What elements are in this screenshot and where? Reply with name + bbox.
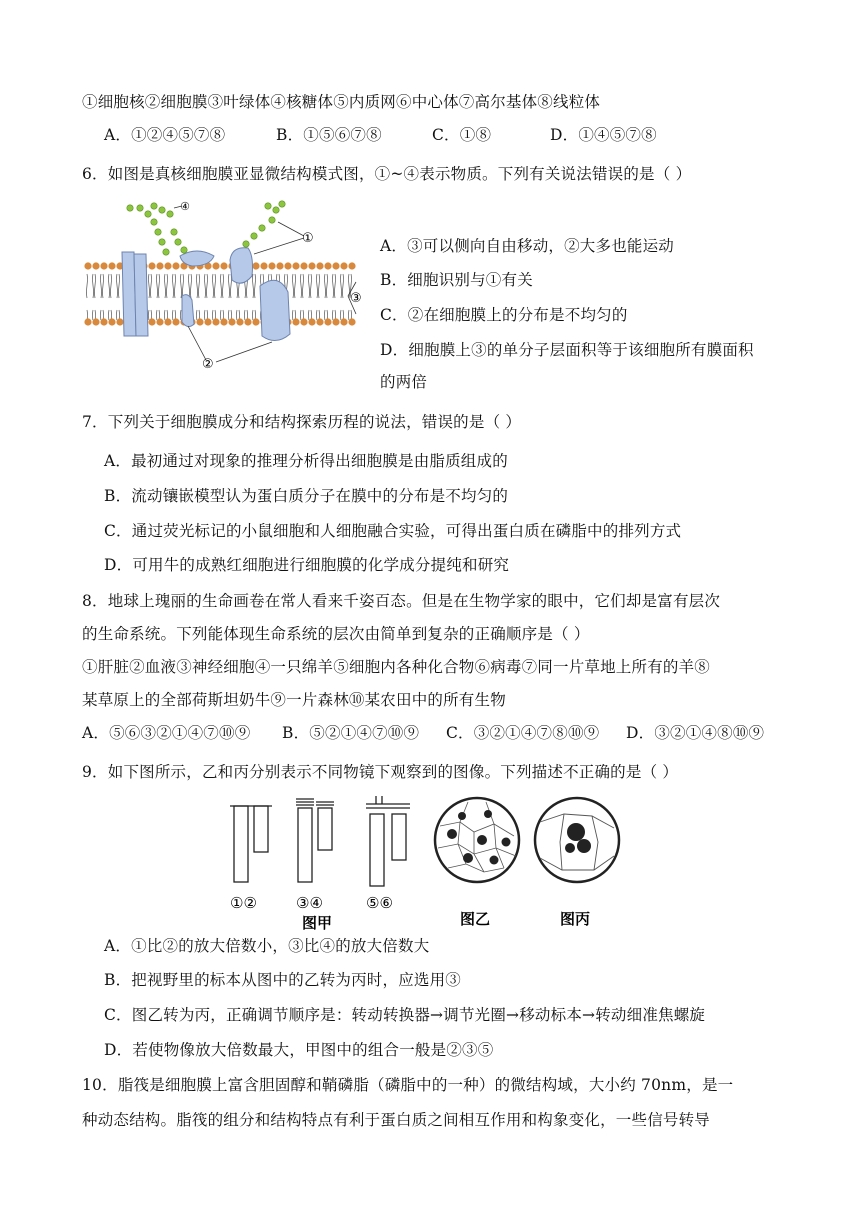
q6-stem: 6．如图是真核细胞膜亚显微结构模式图，①~④表示物质。下列有关说法错误的是（ ） bbox=[82, 165, 692, 183]
label-2: ② bbox=[202, 357, 214, 372]
lipid-head bbox=[284, 262, 291, 269]
q8-option-b[interactable]: B．⑤②①④⑦⑩⑨ bbox=[282, 724, 420, 742]
lipid-head bbox=[156, 262, 163, 269]
q10-line-2: 种动态结构。脂筏的组分和结构特点有利于蛋白质之间相互作用和构象变化，一些信号转导 bbox=[82, 1111, 711, 1129]
lipid-head bbox=[164, 318, 171, 325]
lipid-head bbox=[212, 262, 219, 269]
membrane-diagram bbox=[82, 196, 372, 376]
lipid-head bbox=[316, 262, 323, 269]
lens-5 bbox=[370, 814, 384, 886]
q5-items: ①细胞核②细胞膜③叶绿体④核糖体⑤内质网⑥中心体⑦高尔基体⑧线粒体 bbox=[82, 93, 601, 111]
q10-line-1: 10．脂筏是细胞膜上富含胆固醇和鞘磷脂（磷脂中的一种）的微结构域，大小约 70nm，是一 bbox=[82, 1076, 734, 1094]
lipid-head bbox=[220, 318, 227, 325]
lipid-head bbox=[292, 262, 299, 269]
label-pair-1: ①② bbox=[230, 894, 257, 912]
label-bing: 图丙 bbox=[560, 910, 591, 928]
objectives-set-2 bbox=[366, 796, 410, 886]
lipid-head bbox=[340, 262, 347, 269]
label-3: ③ bbox=[350, 291, 362, 306]
lipid-head bbox=[236, 318, 243, 325]
label-jia: 图甲 bbox=[302, 914, 333, 932]
label-yi: 图乙 bbox=[460, 910, 491, 928]
lipid-head bbox=[348, 262, 355, 269]
lipid-head bbox=[84, 318, 91, 325]
view-bing bbox=[535, 798, 619, 882]
q6-option-c[interactable]: C．②在细胞膜上的分布是不均匀的 bbox=[380, 306, 628, 324]
lens-1 bbox=[234, 806, 248, 882]
lipid-head bbox=[252, 318, 259, 325]
inner-protein bbox=[182, 295, 194, 327]
q7-option-d[interactable]: D．可用牛的成熟红细胞进行细胞膜的化学成分提纯和研究 bbox=[104, 556, 510, 574]
lipid-head bbox=[92, 262, 99, 269]
lipid-head bbox=[220, 262, 227, 269]
lipid-head bbox=[100, 318, 107, 325]
lipid-head bbox=[316, 318, 323, 325]
lipid-head bbox=[348, 318, 355, 325]
q5-option-c[interactable]: C．①⑧ bbox=[432, 126, 492, 144]
lipid-head bbox=[84, 262, 91, 269]
lipid-head bbox=[268, 262, 275, 269]
q7-stem: 7．下列关于细胞膜成分和结构探索历程的说法，错误的是（ ） bbox=[82, 413, 522, 431]
lipid-head bbox=[116, 318, 123, 325]
label-pair-3: ⑤⑥ bbox=[366, 894, 393, 912]
lipid-head bbox=[300, 318, 307, 325]
q9-stem: 9．如下图所示，乙和丙分别表示不同物镜下观察到的图像。下列描述不正确的是（ ） bbox=[82, 763, 679, 781]
microscope-figure bbox=[224, 792, 644, 932]
q6-option-d-cont: 的两倍 bbox=[380, 373, 428, 391]
q6-option-d[interactable]: D．细胞膜上③的单分子层面积等于该细胞所有膜面积 bbox=[380, 341, 754, 359]
lipid-head bbox=[260, 262, 267, 269]
lipid-head bbox=[308, 318, 315, 325]
lipid-head bbox=[252, 262, 259, 269]
lens-2 bbox=[254, 806, 268, 852]
q8-option-c[interactable]: C．③②①④⑦⑧⑩⑨ bbox=[446, 724, 600, 742]
lipid-head bbox=[340, 318, 347, 325]
lipid-head bbox=[172, 318, 179, 325]
lipid-head bbox=[332, 262, 339, 269]
label-pair-2: ③④ bbox=[296, 894, 323, 912]
q8-option-d[interactable]: D．③②①④⑧⑩⑨ bbox=[626, 724, 765, 742]
lipid-head bbox=[164, 262, 171, 269]
lipid-head bbox=[324, 318, 331, 325]
lipid-head bbox=[244, 318, 251, 325]
sugar-chains bbox=[127, 201, 285, 255]
q9-option-d[interactable]: D．若使物像放大倍数最大，甲图中的组合一般是②③⑤ bbox=[104, 1041, 494, 1059]
transmembrane-protein bbox=[260, 280, 290, 340]
lipid-head bbox=[228, 318, 235, 325]
objectives bbox=[296, 799, 334, 882]
q9-option-c[interactable]: C．图乙转为丙，正确调节顺序是：转动转换器→调节光圈→移动标本→转动细准焦螺旋 bbox=[104, 1006, 706, 1024]
lipid-head bbox=[276, 262, 283, 269]
lipid-head bbox=[156, 318, 163, 325]
q8-stem-2: 的生命系统。下列能体现生命系统的层次由简单到复杂的正确顺序是（ ） bbox=[82, 625, 590, 643]
lipid-head bbox=[148, 262, 155, 269]
lipid-head bbox=[324, 262, 331, 269]
lipid-head bbox=[292, 318, 299, 325]
q8-items-1: ①肝脏②血液③神经细胞④一只绵羊⑤细胞内各种化合物⑥病毒⑦同一片草地上所有的羊⑧ bbox=[82, 658, 711, 676]
q9-option-b[interactable]: B．把视野里的标本从图中的乙转为丙时，应选用③ bbox=[104, 971, 461, 989]
view-yi bbox=[435, 798, 519, 882]
lipid-head bbox=[108, 318, 115, 325]
q7-option-c[interactable]: C．通过荧光标记的小鼠细胞和人细胞融合实验，可得出蛋白质在磷脂中的排列方式 bbox=[104, 522, 682, 540]
eyepieces bbox=[230, 806, 272, 882]
lipid-head bbox=[100, 262, 107, 269]
lipid-head bbox=[148, 318, 155, 325]
q5-option-d[interactable]: D．①④⑤⑦⑧ bbox=[550, 126, 657, 144]
lipid-head bbox=[332, 318, 339, 325]
q5-option-b[interactable]: B．①⑤⑥⑦⑧ bbox=[276, 126, 382, 144]
q9-option-a[interactable]: A．①比②的放大倍数小，③比④的放大倍数大 bbox=[104, 937, 430, 955]
q8-items-2: 某草原上的全部荷斯坦奶牛⑨一片森林⑩某农田中的所有生物 bbox=[82, 691, 506, 709]
lipid-head bbox=[212, 318, 219, 325]
label-4: ④ bbox=[180, 200, 190, 213]
q6-option-b[interactable]: B．细胞识别与①有关 bbox=[380, 271, 533, 289]
glycoprotein bbox=[230, 248, 253, 283]
lipid-head bbox=[308, 262, 315, 269]
channel-protein-right bbox=[134, 254, 148, 336]
lipid-head bbox=[92, 318, 99, 325]
lipid-head bbox=[172, 262, 179, 269]
lens-3 bbox=[298, 808, 312, 882]
q5-option-a[interactable]: A．①②④⑤⑦⑧ bbox=[104, 126, 226, 144]
lipid-head bbox=[196, 318, 203, 325]
lipid-head bbox=[204, 318, 211, 325]
lens-6 bbox=[392, 814, 406, 860]
q6-option-a[interactable]: A．③可以侧向自由移动，②大多也能运动 bbox=[380, 237, 674, 255]
lens-4 bbox=[318, 808, 332, 850]
q7-option-a[interactable]: A．最初通过对现象的推理分析得出细胞膜是由脂质组成的 bbox=[104, 452, 508, 470]
q8-option-a[interactable]: A．⑤⑥③②①④⑦⑩⑨ bbox=[82, 724, 251, 742]
label-1: ① bbox=[302, 231, 314, 246]
q8-stem-1: 8．地球上瑰丽的生命画卷在常人看来千姿百态。但是在生物学家的眼中，它们却是富有层次 bbox=[82, 592, 721, 610]
lipid-head bbox=[108, 262, 115, 269]
q7-option-b[interactable]: B．流动镶嵌模型认为蛋白质分子在膜中的分布是不均匀的 bbox=[104, 487, 509, 505]
lipid-head bbox=[300, 262, 307, 269]
